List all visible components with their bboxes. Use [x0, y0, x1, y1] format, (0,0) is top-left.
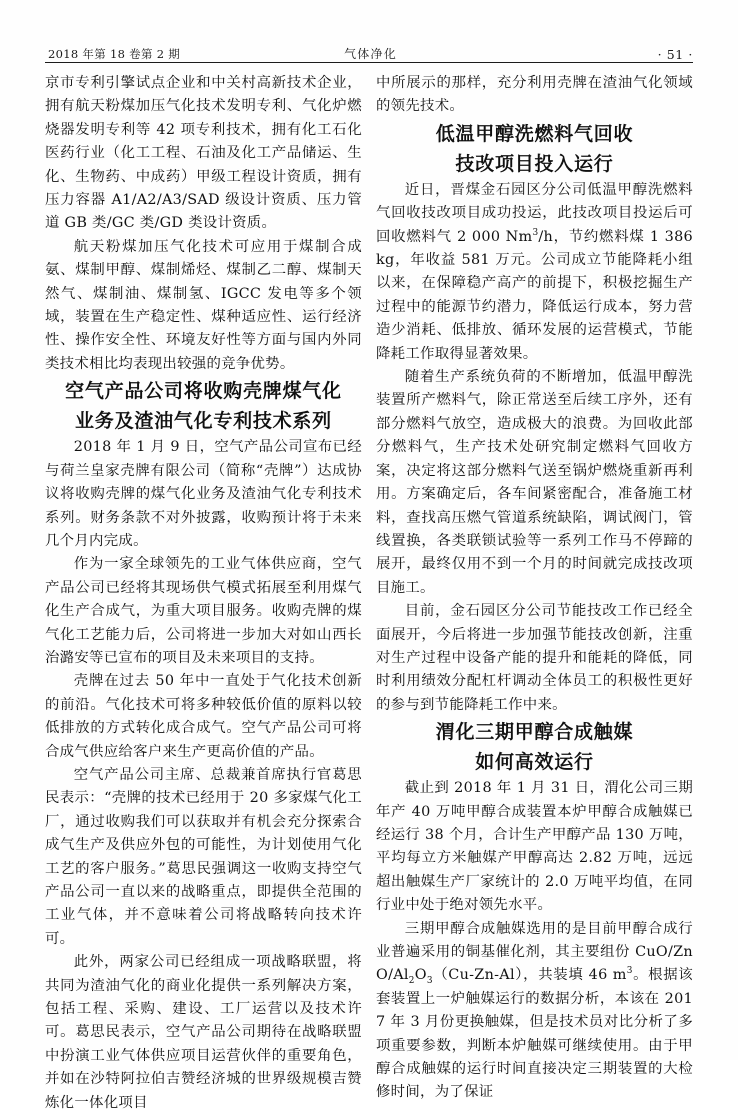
- article-headline-weihua-catalyst: [376, 717, 693, 777]
- header-journal-title: 气体净化: [344, 47, 397, 61]
- formula-subscript-al2: 2: [408, 976, 415, 987]
- paragraph-gasification-applications: 航天粉煤加压气化技术可应用于煤制合成氨、煤制甲醇、煤制烯烃、煤制乙二醇、煤制天然气、煤制油、煤制氢、IGCC 发电等多个领域，装置在生产稳定性、煤种适应性、运行经济性、操作安全性、环境友好性等方面与国内外同类技术相比均表现出较强的竞争优势。: [45, 238, 362, 372]
- paragraph-strategic-alliance: 此外，两家公司已经组成一项战略联盟，将共同为渣油气化的商业化提供一系列解决方案，包括工程、采购、建设、工厂运营以及技术许可。葛思民表示，空气产品公司期待在战略联盟中扮演工业气体供应项目运营伙伴的重要角色，并如在沙特阿拉伯吉赞经济城的世界级规模吉赞炼化一体化项目: [45, 954, 362, 1111]
- headline-line-1: 空气产品公司将收购壳牌煤气化: [65, 380, 342, 403]
- paragraph-energy-saving-outlook: 目前，金石园区分公司节能技改工作已经全面展开，今后将进一步加强节能技改创新，注重对生产过程中设备产能的提升和能耗的降低，同时利用绩效分配杠杆调动全体员工的积极性更好的参与到节能降耗工作中来。: [376, 603, 693, 713]
- text-run-middle: （Cu-Zn-Al），共装填 46 m: [432, 967, 627, 984]
- left-column: [45, 72, 362, 1111]
- unit-superscript-cubic: 3: [626, 966, 633, 977]
- headline-line-1: 低温甲醇洗燃料气回收: [435, 122, 634, 145]
- paragraph-project-commissioned: [376, 179, 693, 366]
- body-columns: [45, 72, 694, 1111]
- paragraph-catalyst-composition: [376, 918, 693, 1105]
- header-divider-rule: [45, 62, 693, 63]
- header-issue-info: 2018 年第 18 卷第 2 期: [48, 47, 181, 61]
- paragraph-ceo-statement: 空气产品公司主席、总裁兼首席执行官葛思民表示：“壳牌的技术已经用于 20 多家煤气化工厂，通过收购我们可以获取并有机会充分探索合成气生产及供应外包的可能性，为计划使用气化工艺的客户服务。”葛思民强调这一收购支持空气产品公司一直以来的战略重点，即提供全范围的工业气体，并不意味着公司将战略转向技术许可。: [45, 766, 362, 947]
- text-run-middle: /h，节约燃料煤 1 386 kg，年收益 581 万元。公司成立节能降耗小组以来，在保障稳产高产的前提下，积极挖掘生产过程中的能源节约潜力，降低运行成本，努力营造少消耗、低排放、循环发展的运营模式，节能降耗工作取得显著效果。: [376, 228, 694, 362]
- paragraph-shell-innovation: 壳牌在过去 50 年中一直处于气化技术创新的前沿。气化技术可将多种较低价值的原料以较低排放的方式转化成合成气。空气产品公司可将合成气供应给客户来生产更高价值的产品。: [45, 673, 362, 760]
- paragraph-continued-from-left-column: 中所展示的那样，充分利用壳牌在渣油气化领域的领先技术。: [376, 75, 693, 115]
- right-column: [376, 72, 694, 1101]
- paragraph-continued-from-previous-page: 京市专利引擎试点企业和中关村高新技术企业，拥有航天粉煤加压气化技术发明专利、气化炉燃烧器发明专利等 42 项专利技术，拥有化工石化医药行业（化工工程、石油及化工产品储运、生化、生物药、中成药）甲级工程设计资质，拥有压力容器 A1/A2/A3/SAD 级设计资质、压力管道 GB 类/GC 类/GD 类设计资质。: [45, 75, 362, 232]
- formula-oxygen: O: [414, 967, 427, 984]
- paragraph-global-supplier: 作为一家全球领先的工业气体供应商，空气产品公司已经将其现场供气模式拓展至利用煤气化生产合成气，为重大项目服务。收购壳牌的煤气化工艺能力后，公司将进一步加大对如山西长治潞安等已宣布的项目及未来项目的支持。: [45, 556, 362, 666]
- paragraph-catalyst-performance-stats: 截止到 2018 年 1 月 31 日，渭化公司三期年产 40 万吨甲醇合成装置本炉甲醇合成触媒已经运行 38 个月，合计生产甲醇产品 130 万吨，平均每立方米触媒产甲醇高达 2.82 万吨，远远超出触媒生产厂家统计的 2.0 万吨平均值，在同行业中处于绝对领先水平。: [376, 780, 693, 914]
- headline-line-2: 业务及渣油气化专利技术系列: [75, 410, 332, 433]
- text-run-prefix: 三期甲醇合成触媒选用的是目前甲醇合成行业普遍采用的铜基催化剂，其主要组份 CuO/ZnO/Al: [376, 920, 693, 984]
- text-run-prefix: 近日，晋煤金石园区分公司低温甲醇洗燃料气回收技改项目成功投运，此技改项目投运后可回收燃料气 2 000 Nm: [376, 181, 693, 245]
- paragraph-fuel-gas-recovery-plan: 随着生产系统负荷的不断增加，低温甲醇洗装置所产燃料气，除正常送至后续工序外，还有部分燃料气放空，造成极大的浪费。为回收此部分燃料气，生产技术处研究制定燃料气回收方案，决定将这部分燃料气送至锅炉燃烧重新再利用。方案确定后，各车间紧密配合，准备施工材料，查找高压燃气管道系统缺陷，调试阀门，管线置换，各类联锁试验等一系列工作马不停蹄的展开，最终仅用不到一个月的时间就完成技改项目施工。: [376, 369, 693, 596]
- paragraph-acquisition-announcement: 2018 年 1 月 9 日，空气产品公司宣布已经与荷兰皇家壳牌有限公司（简称“壳牌”）达成协议将收购壳牌的煤气化业务及渣油气化专利技术系列。财务条款不对外披露，收购预计将于未来几个月内完成。: [45, 439, 362, 549]
- article-headline-air-products: [45, 376, 362, 436]
- running-header: [48, 38, 693, 62]
- headline-line-2: 如何高效运行: [475, 751, 594, 774]
- formula-subscript-o3: 3: [426, 976, 433, 987]
- header-page-number: · 51 ·: [657, 47, 693, 62]
- text-run-tail: 。根据该套装置上一炉触媒运行的数据分析，本该在 2017 年 3 月份更换触媒，但是技术员对比分析了多项重要参数，判断本炉触媒可继续使用。由于甲醇合成触媒的运行时间直接决定三期装置的大检修时间，为了保证: [376, 967, 693, 1101]
- headline-line-2: 技改项目投入运行: [455, 152, 614, 175]
- unit-superscript-cubic: 3: [532, 227, 539, 238]
- headline-line-1: 渭化三期甲醇合成触媒: [435, 721, 634, 744]
- article-headline-methanol-wash: [376, 119, 693, 179]
